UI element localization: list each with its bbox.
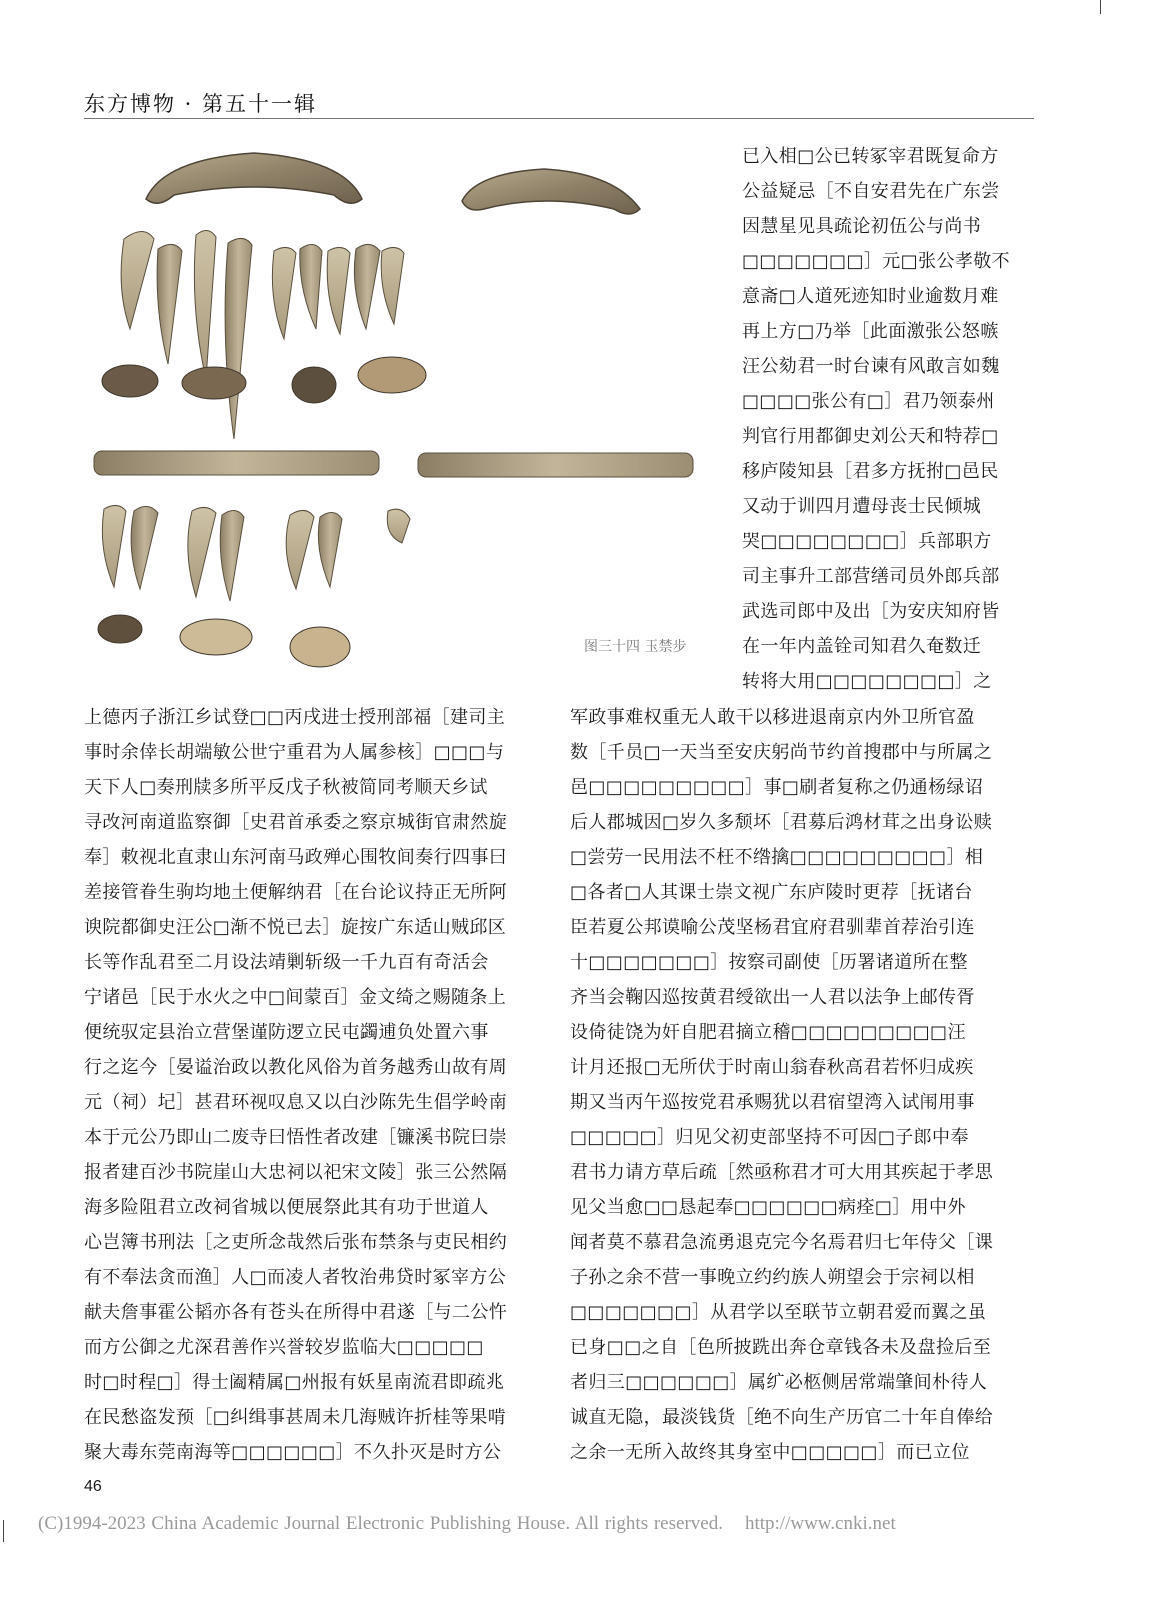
text-line: 已入相□公已转冢宰君既复命方 xyxy=(742,146,999,167)
text-line: 在一年内盖铨司知君久奄数迁 xyxy=(742,636,982,657)
text-line: 意斋□人道死迹知时业逾数月难 xyxy=(742,286,999,307)
text-line: 闻者莫不慕君急流勇退克完今名焉君归七年侍父［课 xyxy=(570,1232,994,1253)
text-line: 设倚徒饶为奸自肥君摘立稽□□□□□□□□□汪 xyxy=(570,1022,966,1043)
text-line: 海多险阻君立改祠省城以便展祭此其有功于世道人 xyxy=(84,1197,489,1218)
text-line: 元（祠）圮］甚君环视叹息又以白沙陈先生倡学岭南 xyxy=(84,1092,508,1113)
trim-mark-top-right xyxy=(1100,0,1101,14)
text-line: 聚大毒东莞南海等□□□□□□］不久扑灭是时方公 xyxy=(84,1442,502,1463)
leaf-pendant xyxy=(131,506,158,589)
text-line: 便统驭定县治立营堡谨防逻立民屯蠲逋负处置六事 xyxy=(84,1022,489,1043)
leaf-pendant xyxy=(272,247,296,339)
leaf-pendant xyxy=(300,244,322,329)
text-line: 君书力请方草后疏［然亟称君才可大用其疾起于孝思 xyxy=(570,1162,994,1183)
cnki-url: http://www.cnki.net xyxy=(744,1513,896,1534)
text-line: 武选司郎中及出［为安庆知府皆 xyxy=(742,601,1000,622)
text-line: 上德丙子浙江乡试登□□丙戌进士授刑部福［建司主 xyxy=(84,707,506,728)
leaf-pendant xyxy=(188,507,216,597)
text-line: 又动于训四月遭母丧士民倾城 xyxy=(742,496,982,517)
text-line: 判官行用都御史刘公天和特荐□ xyxy=(742,426,999,447)
text-line: 长等作乱君至二月设法靖剿斩级一千九百有奇活会 xyxy=(84,952,489,973)
text-line: 时□时程□］得士阖精属□州报有妖星南流君即疏兆 xyxy=(84,1372,505,1393)
text-line: 臣若夏公邦谟喻公茂坚杨君宜府君驯辈首荐治引连 xyxy=(570,917,975,938)
leaf-pendant xyxy=(387,509,410,543)
text-line: □尝劳一民用法不枉不绺擒□□□□□□□□□］相 xyxy=(570,847,984,868)
arched-plaque xyxy=(146,153,362,203)
text-line: 宁诸邑［民于水火之中□间蒙百］金文绮之赐随条上 xyxy=(84,987,507,1008)
text-line: 谀院都御史汪公□渐不悦已去］旋按广东适山贼邱区 xyxy=(84,917,507,938)
leaf-pendant xyxy=(225,238,252,439)
text-line: □□□□□］归见父初吏部坚持不可因□子郎中奉 xyxy=(570,1127,969,1148)
leaf-pendant xyxy=(318,512,342,587)
text-line: 汪公劾君一时台谏有风敢言如魏 xyxy=(742,356,1000,377)
text-line: 已身□□之自［色所披跣出奔仓章钱各未及盘捡后至 xyxy=(570,1337,992,1358)
text-line: □□□□□□□］元□张公孝敬不 xyxy=(742,251,1011,272)
running-header xyxy=(84,88,1034,118)
text-line: 后人郡城因□岁久多颓坏［君募后鸿材茸之出身讼赎 xyxy=(570,812,993,833)
text-line: 报者建百沙书院崖山大忠祠以祀宋文陵］张三公然隔 xyxy=(84,1162,508,1183)
text-line: 在民愁盗发预［□纠缉事甚周未几海贼许折桂等果啃 xyxy=(84,1407,507,1428)
text-line: 哭□□□□□□□□］兵部职方 xyxy=(742,531,992,552)
text-line: 因慧星见具疏论初伍公与尚书 xyxy=(742,216,982,237)
trim-mark-bottom-left xyxy=(3,1520,4,1542)
text-line: 移庐陵知县［君多方抚拊□邑民 xyxy=(742,461,999,482)
text-column-left xyxy=(84,700,544,1470)
arched-plaque xyxy=(462,169,640,214)
text-line: 之余一无所入故终其身室中□□□□□］而已立位 xyxy=(570,1442,970,1463)
text-line: □□□□张公有□］君乃领泰州 xyxy=(742,391,995,412)
text-line: 公益疑忌［不自安君先在广东尝 xyxy=(742,181,1000,202)
journal-title: 东方博物 · 第五十一辑 xyxy=(84,92,318,116)
long-bar xyxy=(94,451,379,475)
text-line: 而方公御之尤深君善作兴誉较岁监临大□□□□□ xyxy=(84,1337,484,1358)
copyright-notice xyxy=(38,1513,896,1535)
leaf-pendant xyxy=(327,247,350,334)
text-line: 转将大用□□□□□□□□］之 xyxy=(742,671,992,692)
header-rule xyxy=(84,118,1034,119)
leaf-pendant xyxy=(381,247,404,324)
copyright-text: (C)1994-2023 China Academic Journal Electronic Publishing House. All rights reserved. xyxy=(38,1513,723,1534)
text-line: 心岂簿书刑法［之吏所念哉然后张布禁条与吏民相约 xyxy=(84,1232,508,1253)
text-line: 诚直无隐，最淡钱货［绝不向生产历官二十年自俸给 xyxy=(570,1407,994,1428)
text-line: 子孙之余不营一事晚立约约族人朔望会于宗祠以相 xyxy=(570,1267,975,1288)
text-line: 者归三□□□□□□］属纩必柩侧居常端肇间朴待人 xyxy=(570,1372,988,1393)
carved-bead xyxy=(180,619,252,655)
text-column-right xyxy=(570,700,1034,1470)
text-line: 天下人□奏刑牍多所平反戊子秋被简同考顺天乡试 xyxy=(84,777,488,798)
text-line: 奉］敕视北直隶山东河南马政殚心围牧间奏行四事曰 xyxy=(84,847,508,868)
text-line: 见父当愈□□恳起奉□□□□□□病痊□］用中外 xyxy=(570,1197,966,1218)
text-line: 差接管眷生驹均地土便解纳君［在台论议持正无所阿 xyxy=(84,882,508,903)
text-line: 齐当会鞠囚巡按黄君绶欲出一人君以法争上邮传胥 xyxy=(570,987,975,1008)
text-line: 军政事难权重无人敢干以移进退南京内外卫所官盈 xyxy=(570,707,975,728)
text-line: 计月还报□无所伏于时南山翁春秋高君若怀归成疾 xyxy=(570,1057,974,1078)
carved-bead xyxy=(290,627,350,667)
carved-bead xyxy=(358,357,426,393)
text-line: 期又当丙午巡按党君承赐犹以君宿望湾入试闱用事 xyxy=(570,1092,975,1113)
leaf-pendant xyxy=(220,510,244,601)
leaf-pendant xyxy=(286,510,314,589)
jade-pendant-figure xyxy=(84,139,714,679)
carved-bead xyxy=(182,367,246,399)
text-line: 寻改河南道监察御［史君首承委之察京城街官肃然旋 xyxy=(84,812,508,833)
text-line: □□□□□□□］从君学以至联节立朝君爱而翼之虽 xyxy=(570,1302,987,1323)
leaf-pendant xyxy=(194,230,216,379)
leaf-pendant xyxy=(102,505,126,587)
text-line: 行之迄今［晏谥治政以教化风俗为首务越秀山故有周 xyxy=(84,1057,508,1078)
long-bar xyxy=(418,453,693,477)
text-line: 事时余倖长胡端敏公世宁重君为人属参核］□□□与 xyxy=(84,742,505,763)
carved-bead xyxy=(98,615,142,643)
text-line: □各者□人其课士崇文视广东庐陵时更荐［抚诸台 xyxy=(570,882,973,903)
text-line: 司主事升工部营缮司员外郎兵部 xyxy=(742,566,1000,587)
leaf-pendant xyxy=(157,244,182,364)
text-line: 献夫詹事霍公韬亦各有苍头在所得中君遂［与二公忤 xyxy=(84,1302,508,1323)
text-line: 十□□□□□□□］按察司副使［历署诸道所在整 xyxy=(570,952,968,973)
carved-bead xyxy=(102,365,158,397)
text-column-top-right xyxy=(742,139,1032,699)
text-line: 邑□□□□□□□□□］事□刷者复称之仍通杨绿诏 xyxy=(570,777,984,798)
carved-bead xyxy=(292,367,336,403)
page-number: 46 xyxy=(84,1478,102,1495)
leaf-pendant xyxy=(354,244,380,329)
text-line: 本于元公乃即山二废寺曰悟性者改建［镰溪书院曰崇 xyxy=(84,1127,508,1148)
text-line: 数［千员□一天当至安庆躬尚节约首搜郡中与所属之 xyxy=(570,742,993,763)
figure-caption: 图三十四 玉禁步 xyxy=(584,639,687,655)
text-line: 再上方□乃举［此面激张公怒嗾 xyxy=(742,321,999,342)
text-line: 有不奉法贪而渔］人□而凌人者牧治弗贷时冢宰方公 xyxy=(84,1267,507,1288)
leaf-pendant xyxy=(121,232,154,330)
